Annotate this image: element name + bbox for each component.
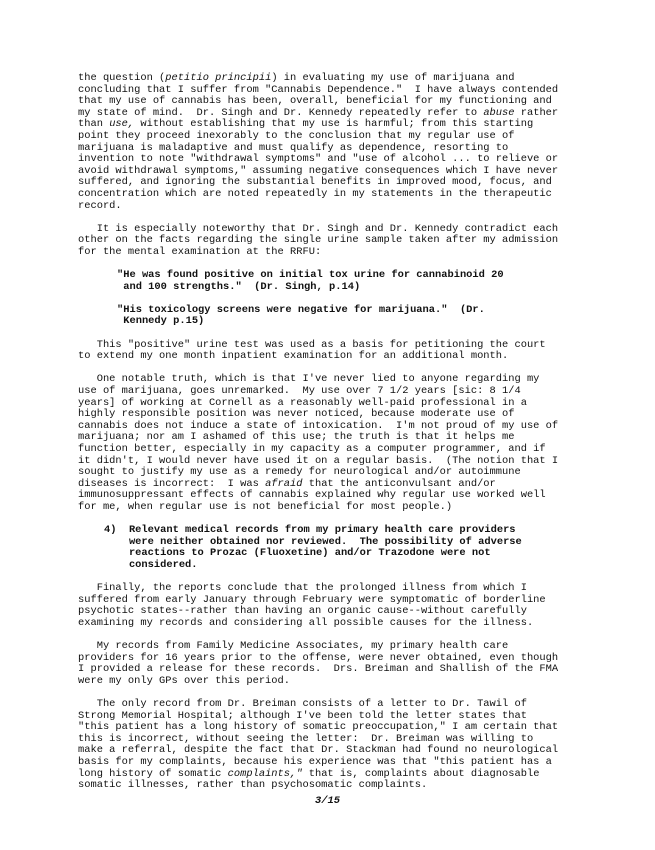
paragraph-breiman-letter: The only record from Dr. Breiman consists of a letter to Dr. Tawil of Strong Memorial Hospital; although I've been told the letter states that "this patient has a long history of somatic preoccupation," I am certain that this is incorrect, without seeing the letter: Dr. Breiman was willing to make a referral, despite the fact that Dr. Stackman had found no neurological basis for my complaints, because his experience was that "this patient has a long history of somatic complaints," that is, complaints about diagnosable somatic illnesses, rather than psychosomatic complaints.: [78, 698, 559, 792]
paragraph-notable-truth: One notable truth, which is that I've never lied to anyone regarding my use of marijuana, goes unremarked. My use over 7 1/2 years [sic: 8 1/4 years] of working at Cornell as a reasonably well-paid professional in a highly responsible position was never noticed, because moderate use of cannabis does not induce a state of intoxication. I'm not proud of my use of marijuana; nor am I ashamed of this use; the truth is that it helps me function better, especially in my capacity as a computer programmer, and if it didn't, I would never have used it on a regular basis. (The notion that I sought to justify my use as a remedy for neurological and/or autoimmune diseases is incorrect: I was afraid that the anticonvulsant and/or immunosuppressant effects of cannabis explained why regular use worked well for me, when regular use is not beneficial for most people.): [78, 373, 559, 513]
paragraph-finally: Finally, the reports conclude that the prolonged illness from which I suffered from early January through February were symptomatic of borderline psychotic states--rather than having an organic cause--without carefully examining my records and considering all possible causes for the illness.: [78, 582, 546, 629]
paragraph-contradiction: It is especially noteworthy that Dr. Singh and Dr. Kennedy contradict each other on the facts regarding the single urine sample taken after my admission for the mental examination at the RRFU:: [78, 222, 559, 258]
document-page: [78, 73, 583, 803]
paragraph-positive-test: This "positive" urine test was used as a basis for petitioning the court to extend my one month inpatient examination for an additional month.: [78, 338, 546, 363]
paragraph-petitio-principii: the question (petitio principii) in evaluating my use of marijuana and concluding that I suffer from "Cannabis Dependence." I have always contended that my use of cannabis has been, overall, beneficial for my functioning and my state of mind. Dr. Singh and Dr. Kennedy repeatedly refer to abuse rather than use, without establishing that my use is harmful; from this starting point they proceed inexorably to the conclusion that my regular use of marijuana is maladaptive and must qualify as dependence, resorting to invention to note "withdrawal symptoms" and "use of alcohol ... to relieve or avoid withdrawal symptoms," assuming negative consequences which I have never suffered, and ignoring the substantial benefits in improved mood, focus, and concentration which are noted repeatedly in my statements in the therapeutic record.: [78, 72, 559, 212]
quote-dr-kennedy: "His toxicology screens were negative for marijuana." (Dr. Kennedy p.15): [117, 303, 485, 328]
quote-dr-singh: "He was found positive on initial tox urine for cannabinoid 20 and 100 strengths." (Dr. Singh, p.14): [117, 269, 504, 293]
numbered-item-4: 4) Relevant medical records from my primary health care providers were neither obtained nor reviewed. The possibility of adverse reactions to Prozac (Fluoxetine) and/or Trazodone were not considered.: [104, 524, 522, 571]
paragraph-fma-records: My records from Family Medicine Associates, my primary health care providers for 16 years prior to the offense, were never obtained, even though I provided a release for these records. Drs. Breiman and Shallish of the FMA were my only GPs over this period.: [78, 640, 559, 687]
page-number: 3/15: [315, 795, 340, 807]
